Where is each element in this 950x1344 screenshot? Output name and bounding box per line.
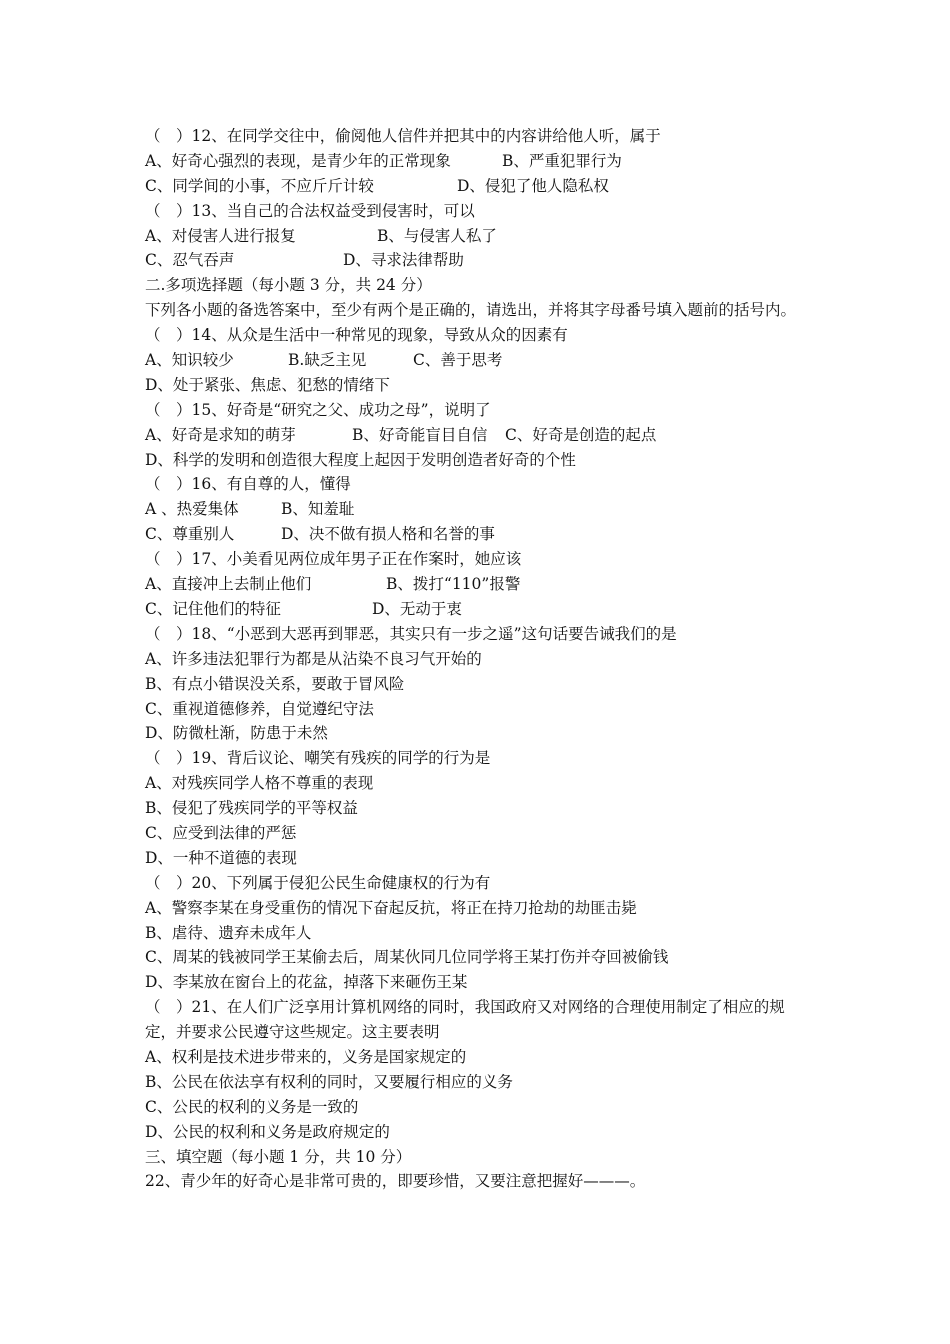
question-18-option-a: A、许多违法犯罪行为都是从沾染不良习气开始的 — [145, 649, 482, 668]
question-15-option-c: C、好奇是创造的起点 — [505, 425, 657, 444]
question-18-option-b: B、有点小错误没关系，要敢于冒风险 — [145, 674, 405, 693]
question-12-options-cd — [145, 174, 815, 199]
question-12-option-b: B、严重犯罪行为 — [502, 151, 622, 170]
question-12-option-d: D、侵犯了他人隐私权 — [457, 176, 609, 195]
question-16-options-ab — [145, 497, 815, 522]
question-12-stem: （ ）12、在同学交往中，偷阅他人信件并把其中的内容讲给他人听，属于 — [145, 127, 661, 145]
question-14-option-c: C、善于思考 — [413, 351, 503, 370]
question-17-stem: （ ）17、小美看见两位成年男子正在作案时，她应该 — [145, 550, 522, 569]
question-13-option-d: D、寻求法律帮助 — [343, 251, 464, 270]
exam-content — [145, 124, 815, 1194]
question-12-options-ab — [145, 149, 815, 174]
question-13-option-b: B、与侵害人私了 — [377, 226, 497, 245]
section-2-title: 二.多项选择题（每小题 3 分，共 24 分） — [145, 276, 432, 295]
question-16-options-cd — [145, 522, 815, 547]
question-21-option-a: A、权利是技术进步带来的，义务是国家规定的 — [145, 1048, 467, 1066]
question-16-option-b: B、知羞耻 — [281, 500, 355, 519]
question-14-option-b: B.缺乏主见 — [288, 351, 367, 370]
question-16-option-c: C、尊重别人 — [145, 525, 235, 544]
section-3-title: 三、填空题（每小题 1 分，共 10 分） — [145, 1147, 412, 1166]
question-12-option-a: A、好奇心强烈的表现，是青少年的正常现象 — [145, 151, 451, 170]
question-18-stem: （ ）18、“小恶到大恶再到罪恶，其实只有一步之遥”这句话要告诫我们的是 — [145, 624, 677, 643]
question-20-option-b: B、虐待、遗弃未成年人 — [145, 923, 312, 942]
question-21-stem: （ ）21、在人们广泛享用计算机网络的同时，我国政府又对网络的合理使用制定了相应的规定，并要求公民遵守这些规定。这主要表明 — [145, 998, 785, 1042]
question-14-option-d: D、处于紧张、焦虑、犯愁的情绪下 — [145, 375, 390, 394]
question-15-option-a: A、好奇是求知的萌芽 — [145, 425, 296, 444]
question-14-options-abc — [145, 348, 815, 373]
question-21-option-c: C、公民的权利的义务是一致的 — [145, 1097, 359, 1116]
question-19-option-d: D、一种不道德的表现 — [145, 848, 297, 867]
question-14-stem: （ ）14、从众是生活中一种常见的现象，导致从众的因素有 — [145, 326, 568, 345]
question-19-option-b: B、侵犯了残疾同学的平等权益 — [145, 799, 358, 818]
question-13-option-a: A、对侵害人进行报复 — [145, 226, 296, 245]
question-12-option-c: C、同学间的小事，不应斤斤计较 — [145, 176, 374, 195]
question-15-option-b: B、好奇能盲目自信 — [352, 425, 488, 444]
question-20-stem: （ ）20、下列属于侵犯公民生命健康权的行为有 — [145, 873, 491, 892]
question-17-options-ab — [145, 572, 815, 597]
question-14-option-a: A、知识较少 — [145, 351, 234, 370]
question-15-options-abc — [145, 423, 815, 448]
question-17-option-c: C、记住他们的特征 — [145, 599, 281, 618]
question-20-option-a: A、警察李某在身受重伤的情况下奋起反抗，将正在持刀抢劫的劫匪击毙 — [145, 898, 637, 917]
question-15-option-d: D、科学的发明和创造很大程度上起因于发明创造者好奇的个性 — [145, 450, 576, 469]
question-19-stem: （ ）19、背后议论、嘲笑有残疾的同学的行为是 — [145, 749, 491, 768]
question-18-option-c: C、重视道德修养，自觉遵纪守法 — [145, 699, 374, 718]
question-21-option-b: B、公民在依法享有权利的同时，又要履行相应的义务 — [145, 1072, 513, 1091]
question-13-stem: （ ）13、当自己的合法权益受到侵害时，可以 — [145, 201, 475, 220]
question-13-options-cd — [145, 248, 815, 273]
question-16-option-a: A 、热爱集体 — [145, 500, 239, 519]
question-13-option-c: C、忍气吞声 — [145, 251, 235, 270]
question-17-option-b: B、拨打“110”报警 — [386, 575, 521, 594]
question-15-stem: （ ）15、好奇是“研究之父、成功之母”，说明了 — [145, 400, 491, 419]
section-2-instruction: 下列各小题的备选答案中，至少有两个是正确的，请选出，并将其字母番号填入题前的括号内。 — [145, 301, 797, 320]
question-22-text: 22、青少年的好奇心是非常可贵的，即要珍惜，又要注意把握好———。 — [145, 1172, 646, 1191]
question-16-option-d: D、决不做有损人格和名誉的事 — [281, 525, 495, 544]
question-17-option-a: A、直接冲上去制止他们 — [145, 575, 312, 594]
question-17-option-d: D、无动于衷 — [372, 599, 462, 618]
question-19-option-c: C、应受到法律的严惩 — [145, 823, 297, 842]
question-18-option-d: D、防微杜渐，防患于未然 — [145, 724, 328, 743]
question-16-stem: （ ）16、有自尊的人，懂得 — [145, 475, 351, 494]
question-19-option-a: A、对残疾同学人格不尊重的表现 — [145, 774, 374, 793]
question-17-options-cd — [145, 597, 815, 622]
question-21-option-d: D、公民的权利和义务是政府规定的 — [145, 1122, 390, 1141]
question-20-option-d: D、李某放在窗台上的花盆，掉落下来砸伤王某 — [145, 973, 468, 992]
question-13-options-ab — [145, 224, 815, 249]
question-20-option-c: C、周某的钱被同学王某偷去后，周某伙同几位同学将王某打伤并夺回被偷钱 — [145, 948, 669, 967]
